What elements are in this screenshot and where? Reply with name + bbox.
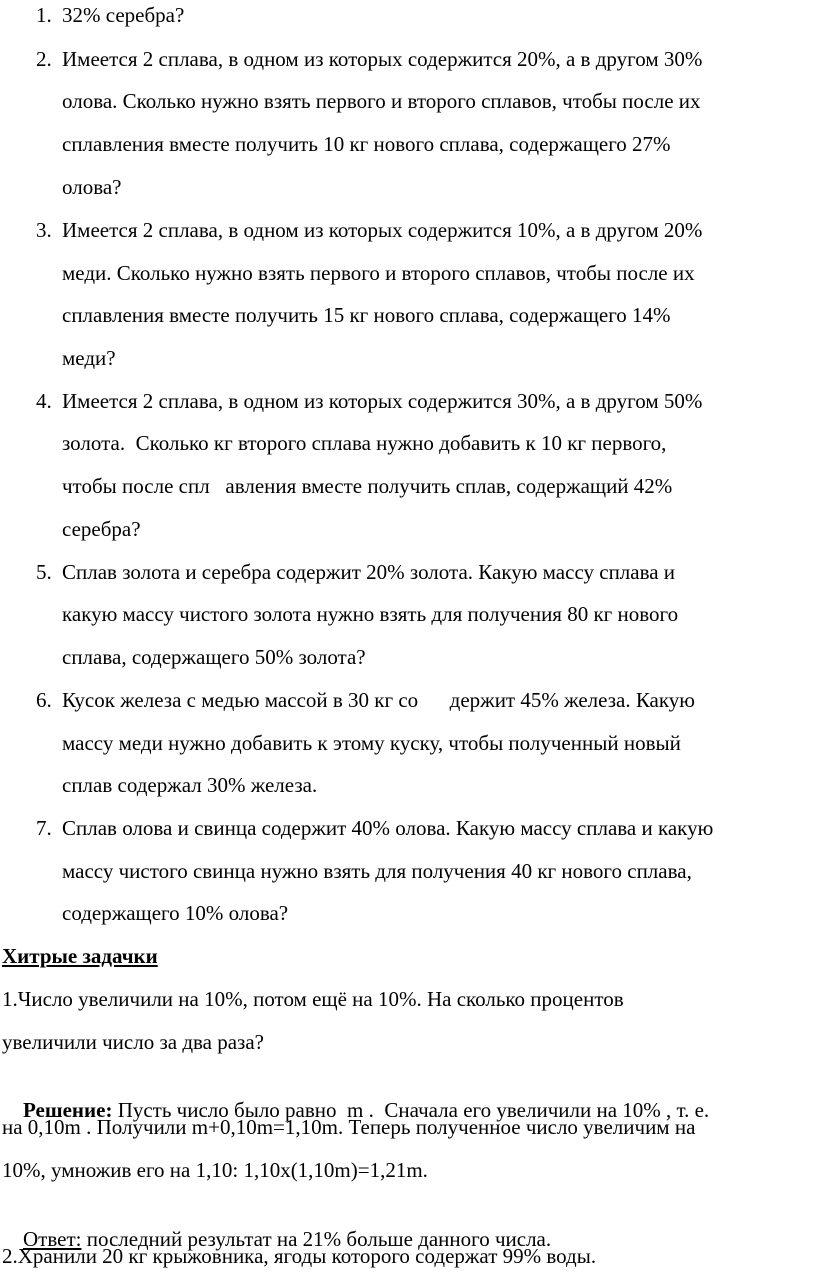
list-item-2	[0, 46, 702, 72]
list-text: сплава, содержащего 50% золота?	[62, 645, 366, 669]
problem-2-line-1: 2.Хранили 20 кг крыжовника, ягоды которого содержат 99% воды.	[2, 1244, 597, 1268]
list-text: какую массу чистого золота нужно взять для получения 80 кг нового	[62, 602, 679, 626]
list-number: 4.	[36, 389, 52, 413]
list-text: содержащего 10% олова?	[62, 901, 289, 925]
list-text: Сплав золота и серебра содержит 20% золота. Какую массу сплава и	[62, 560, 676, 584]
list-item-4	[0, 388, 702, 414]
list-number: 6.	[36, 688, 52, 712]
list-text: 32% серебра?	[62, 3, 185, 27]
list-item-7	[0, 815, 713, 841]
list-number: 2.	[36, 47, 52, 71]
list-text: сплавления вместе получить 15 кг нового сплава, содержащего 14%	[62, 303, 671, 327]
list-number: 5.	[36, 560, 52, 584]
list-text: Сплав олова и свинца содержит 40% олова. Какую массу сплава и какую	[62, 816, 714, 840]
solution-label: Решение:	[23, 1098, 113, 1122]
list-text: чтобы после спл авления вместе получить сплав, содержащий 42%	[62, 474, 673, 498]
list-text: меди?	[62, 346, 116, 370]
answer-text: последний результат на 21% больше данного числа.	[81, 1227, 552, 1251]
list-text: олова. Сколько нужно взять первого и второго сплавов, чтобы после их	[62, 89, 701, 113]
section-heading: Хитрые задачки	[2, 944, 158, 968]
list-text: золота. Сколько кг второго сплава нужно добавить к 10 кг первого,	[62, 431, 667, 455]
list-number: 3.	[36, 218, 52, 242]
list-item-5	[0, 559, 675, 585]
list-text: сплавления вместе получить 10 кг нового сплава, содержащего 27%	[62, 132, 671, 156]
list-text: меди. Сколько нужно взять первого и второго сплавов, чтобы после их	[62, 261, 695, 285]
list-text: массу чистого свинца нужно взять для получения 40 кг нового сплава,	[62, 859, 692, 883]
list-item-3	[0, 217, 702, 243]
list-number: 1.	[36, 3, 52, 27]
list-text: Имеется 2 сплава, в одном из которых содержится 30%, а в другом 50%	[62, 389, 703, 413]
list-text: олова?	[62, 175, 122, 199]
list-text: Имеется 2 сплава, в одном из которых содержится 20%, а в другом 30%	[62, 47, 703, 71]
list-text: Имеется 2 сплава, в одном из которых содержится 10%, а в другом 20%	[62, 218, 703, 242]
problem-1-line-2: увеличили число за два раза?	[2, 1030, 264, 1054]
solution-line-2: на 0,10m . Получили m+0,10m=1,10m. Теперь полученное число увеличим на	[2, 1115, 696, 1139]
list-text: массу меди нужно добавить к этому куску, чтобы полученный новый	[62, 731, 681, 755]
list-text: сплав содержал 30% железа.	[62, 773, 318, 797]
list-item-1	[0, 2, 184, 28]
list-text: серебра?	[62, 517, 141, 541]
solution-line-3: 10%, умножив его на 1,10: 1,10x(1,10m)=1,21m.	[2, 1158, 428, 1182]
list-text: Кусок железа с медью массой в 30 кг со держит 45% железа. Какую	[62, 688, 695, 712]
answer-label: Ответ:	[23, 1227, 82, 1251]
list-item-6	[0, 687, 695, 713]
problem-1-line-1: 1.Число увеличили на 10%, потом ещё на 10%. На сколько процентов	[2, 987, 624, 1011]
solution-text: Пусть число было равно m . Сначала его увеличили на 10% , т. е.	[112, 1098, 710, 1122]
list-number: 7.	[36, 816, 52, 840]
